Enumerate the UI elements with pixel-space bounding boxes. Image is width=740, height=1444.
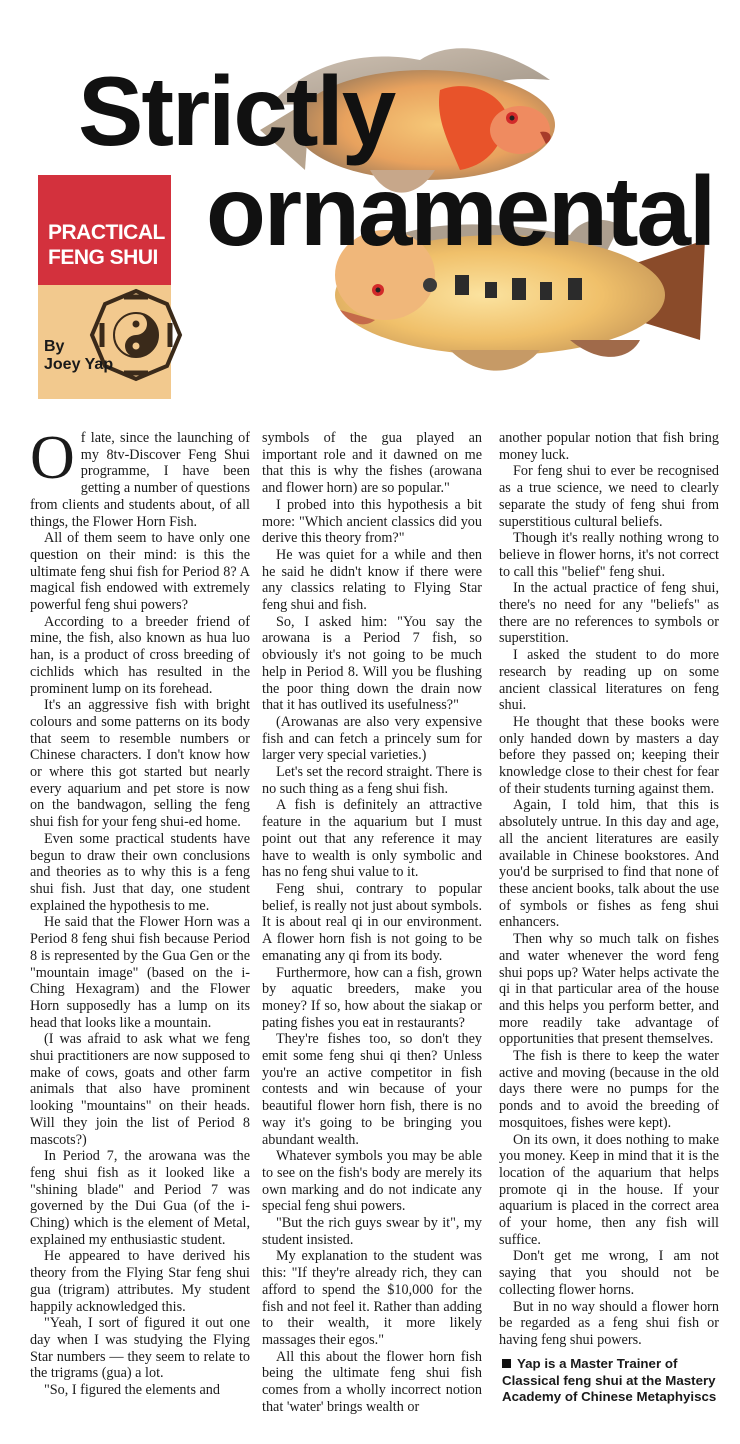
- paragraph: Even some practical students have begun to draw their own conclusions and theories as to why this is a feng shui fish. Just that day, one student explained the hypothesis to me.: [30, 830, 250, 914]
- paragraph-text: f late, since the launching of my 8tv-Discover Feng Shui programme, I have been getting a number of questions from clients and students about, of all things, the Flower Horn Fish.: [30, 430, 250, 530]
- drop-cap: O: [30, 424, 75, 492]
- paragraph: "But the rich guys swear by it", my student insisted.: [262, 1215, 482, 1248]
- paragraph: (I was afraid to ask what we feng shui practitioners are now supposed to make of cows, goats and other farm animals that also have prominent looking "mountains" on their heads. Will they join the list of Period 8 mascots?): [30, 1031, 250, 1148]
- paragraph: According to a breeder friend of mine, the fish, also known as hua luo han, is a product of cross breeding of cichlids which has resulted in the prominent lump on its forehead.: [30, 613, 250, 697]
- paragraph: So, I asked him: "You say the arowana is a Period 7 fish, so obviously it's not going to be much help in Period 8. Will you be flushing the poor thing down the drain now that it has outlived its usefulness?": [262, 613, 482, 714]
- article-column-1: [30, 424, 250, 1399]
- paragraph: I probed into this hypothesis a bit more: "Which ancient classics did you derive this theory from?": [262, 496, 482, 547]
- paragraph: Whatever symbols you may be able to see on the fish's body are merely its own marking and do not indicate any special feng shui powers.: [262, 1148, 482, 1215]
- paragraph: another popular notion that fish bring money luck.: [499, 430, 719, 463]
- byline-author: Joey Yap: [44, 356, 114, 373]
- kicker-box: [38, 175, 171, 399]
- author-bio: [502, 1356, 717, 1406]
- paragraph: Don't get me wrong, I am not saying that you should not be collecting flower horns.: [499, 1248, 719, 1298]
- byline: [44, 338, 113, 374]
- headline-line-2: ornamental: [206, 156, 715, 266]
- paragraph: Again, I told him, that this is absolutely untrue. In this day and age, all the ancient literatures are easily available in Chinese bookstores. And you'd be surprised to find that none of these ancient books, talk about the use of symbols or fishes as feng shui enhancers.: [499, 797, 719, 931]
- paragraph: It's an aggressive fish with bright colours and some patterns on its body that seem to resemble numbers or Chinese characters. I don't know how or where this got started but nearly every aquarium and pet store is now on the bandwagon, selling the feng shui fish for your feng shui-ed home.: [30, 697, 250, 831]
- article-column-3: [499, 430, 719, 1349]
- paragraph: A fish is definitely an attractive feature in the aquarium but I must point out that any reference it may have to wealth is only symbolic and has no feng shui value to it.: [262, 797, 482, 881]
- paragraph: "Yeah, I sort of figured it out one day when I was studying the Flying Star numbers — they seem to relate to the trigrams (gua) a lot.: [30, 1315, 250, 1382]
- kicker-line-1: PRACTICAL: [48, 221, 165, 244]
- paragraph: He said that the Flower Horn was a Period 8 feng shui fish because Period 8 is represented by the Gua Gen or the "mountain image" (based on the i-Ching Hexagram) and the Flower Horn supposedly has a lump on its head that looks like a mountain.: [30, 914, 250, 1031]
- bullet-square-icon: [502, 1359, 511, 1368]
- paragraph: But in no way should a flower horn be regarded as a feng shui fish or having feng shui powers.: [499, 1298, 719, 1348]
- article-column-2: [262, 430, 482, 1415]
- paragraph: They're fishes too, so don't they emit some feng shui qi then? Unless you're an active competitor in fish contests and win because of your beautiful flower horn fish, there is no way it's going to be bringing you abundant wealth.: [262, 1031, 482, 1148]
- paragraph: In the actual practice of feng shui, there's no need for any "beliefs" as there are no references to symbols or superstition.: [499, 580, 719, 647]
- paragraph: The fish is there to keep the water active and moving (because in the old days there were no pumps for the ponds and to avoid the breeding of mosquitoes, fishes were kept).: [499, 1048, 719, 1131]
- paragraph: All this about the flower horn fish being the ultimate feng shui fish comes from a wholly incorrect notion that 'water' brings wealth or: [262, 1348, 482, 1415]
- paragraph: Though it's really nothing wrong to believe in flower horns, it's not correct to call this "belief" feng shui.: [499, 530, 719, 580]
- paragraph: All of them seem to have only one question on their mind: is this the ultimate feng shui fish for Period 8? A magical fish endowed with extremely powerful feng shui powers?: [30, 530, 250, 614]
- paragraph: My explanation to the student was this: "If they're already rich, they can afford to spend the $10,000 for the fish and not feel it. Rather than adding to their wealth, it more likely massages their egos.": [262, 1248, 482, 1348]
- byline-by: By: [44, 338, 65, 355]
- paragraph: For feng shui to ever be recognised as a true science, we need to clearly separate the study of feng shui from superstitious cultural beliefs.: [499, 463, 719, 530]
- kicker-line-2: FENG SHUI: [48, 246, 158, 269]
- paragraph: symbols of the gua played an important role and it dawned on me that this is why the fishes (arowana and flower horn) are so popular.": [262, 430, 482, 497]
- paragraph: He was quiet for a while and then he said he didn't know if there were any classics relating to Flying Star feng shui and fish.: [262, 546, 482, 614]
- headline-line-1: Strictly: [78, 56, 395, 166]
- paragraph: Feng shui, contrary to popular belief, is really not just about symbols. It is about real qi in our environment. A flower horn fish is not going to be emanating any qi from its body.: [262, 880, 482, 964]
- paragraph: Furthermore, how can a fish, grown by aquatic breeders, make you money? If so, how about the siakap or pating fishes you eat in restaurants?: [262, 964, 482, 1031]
- paragraph: Then why so much talk on fishes and water whenever the word feng shui pops up? Water helps activate the qi in that particular area of the house and this helps you perform better, and more readily take advantage of opportunities that present themselves.: [499, 931, 719, 1048]
- paragraph: [30, 424, 250, 530]
- paragraph: (Arowanas are also very expensive fish and can fetch a princely sum for larger very special varieties.): [262, 713, 482, 764]
- paragraph: In Period 7, the arowana was the feng shui fish as it looked like a "shining blade" and Period 7 was governed by the Dui Gua (of the i-Ching) which is the element of Metal, explained my enthusiastic student.: [30, 1148, 250, 1248]
- paragraph: I asked the student to do more research by reading up on some ancient classical literatures on feng shui.: [499, 647, 719, 714]
- paragraph: He appeared to have derived his theory from the Flying Star feng shui gua (trigram) attributes. My student happily acknowledged this.: [30, 1248, 250, 1315]
- author-bio-text: Yap is a Master Trainer of Classical feng shui at the Mastery Academy of Chinese Metaphyiscs: [502, 1356, 717, 1405]
- paragraph: On its own, it does nothing to make you money. Keep in mind that it is the location of the aquarium that helps promote qi in the house. If your aquarium is placed in the correct area of your home, then any fish will suffice.: [499, 1131, 719, 1248]
- paragraph: "So, I figured the elements and: [44, 1382, 220, 1399]
- paragraph: Let's set the record straight. There is no such thing as a feng shui fish.: [262, 764, 482, 797]
- section-kicker: [48, 220, 165, 270]
- paragraph: He thought that these books were only handed down by masters a day before they passed on; keeping their knowledge close to their chest for fear of their students turning against them.: [499, 713, 719, 797]
